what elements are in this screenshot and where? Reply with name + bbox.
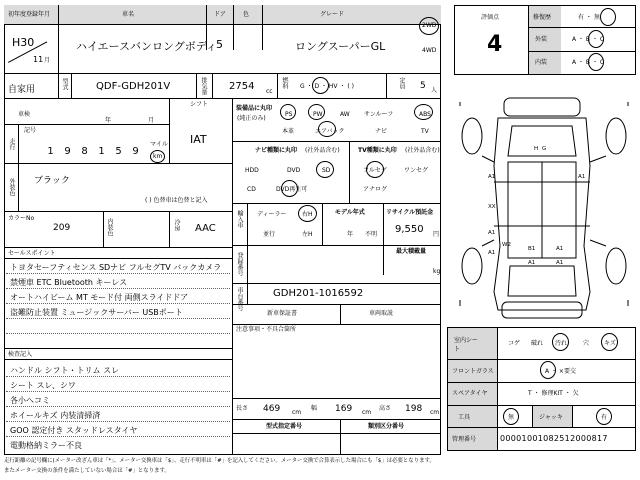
divider: [340, 419, 341, 455]
divider: [349, 141, 350, 203]
footer-line-2: またメーター交換の条件を満たしていない場合は「#」となります。: [4, 468, 170, 474]
model-label: 型式: [61, 78, 68, 90]
divider: [169, 98, 170, 163]
mileage-digits: [42, 146, 144, 157]
shift-type: IAT: [190, 133, 207, 146]
shift-label: シフト: [190, 101, 209, 108]
reg-no-label: 登録番号: [236, 252, 243, 276]
mileage-label: 走行: [8, 138, 15, 150]
chassis-label: 車台番号: [236, 287, 243, 311]
diagram-label: A1: [556, 246, 564, 252]
diagram-label: A1: [488, 250, 496, 256]
tools-none-circle: [503, 408, 519, 425]
diagram-label: A1: [488, 174, 496, 180]
navi-sd: SD: [322, 167, 331, 174]
km-label: km: [153, 153, 163, 160]
equip-pw-circle: [308, 104, 325, 120]
dotted-line: [6, 303, 230, 304]
diagram-label: XX: [488, 204, 496, 210]
equip-tv: TV: [421, 128, 429, 135]
interior-grade-options: A ・ B ・ C: [572, 59, 605, 66]
jack-yes-circle: [596, 408, 612, 425]
divider: [386, 73, 387, 98]
sales-point-line: 禁煙車 ETC Bluetooth キーレス: [10, 278, 128, 287]
dotted-line: [6, 318, 230, 319]
inspector-notes-label: 検査記入: [8, 351, 33, 358]
divider: [232, 203, 441, 204]
door-count: 5: [216, 38, 223, 51]
car-damage-diagram: [452, 96, 636, 322]
mileage-digit: 1: [47, 146, 54, 157]
dotted-line: [6, 273, 230, 274]
divider: [247, 203, 248, 245]
navi-sub: (社外品含む): [305, 147, 340, 154]
fuel-d-circle: [312, 77, 329, 94]
divider: [247, 283, 248, 304]
mile-label: マイル: [150, 141, 168, 148]
equip-ps: PS: [285, 111, 293, 118]
diagram-label: G: [542, 146, 547, 152]
height-label: 高さ: [379, 405, 392, 412]
divider: [212, 73, 213, 98]
tv-label: TV種類に丸印: [358, 147, 397, 154]
divider: [232, 283, 441, 284]
divider: [58, 73, 59, 98]
length-label: 長さ: [236, 405, 249, 412]
model-year-unknown: 不明: [365, 231, 378, 238]
divider: [4, 348, 232, 349]
exterior-label: 外装色: [8, 178, 15, 196]
mgmt-number: 00001001082512000817: [500, 434, 608, 443]
divider: [4, 124, 169, 125]
equip-abs-circle: [414, 104, 433, 120]
divider: [232, 98, 233, 455]
divider: [528, 51, 636, 52]
navi-sd-circle: [316, 161, 334, 178]
divider: [497, 327, 498, 451]
capacity: 5: [420, 81, 426, 91]
repair-options: 有 ・ 無: [578, 14, 600, 21]
mgmt-label: 管理番号: [452, 436, 477, 443]
recycle-label: リサイクル預託金: [386, 209, 434, 216]
interior-grade-label: 内装: [535, 59, 548, 66]
import-dealer: ディーラー: [257, 211, 287, 218]
score-value: 4: [487, 32, 503, 57]
defect-notes-label: 注意事項・不具合箇所: [236, 326, 297, 333]
glass-label: フロントガラス: [452, 368, 494, 375]
capacity-label: 定員: [398, 77, 405, 89]
divider: [18, 124, 19, 163]
color-no-label: カラーNo: [8, 215, 35, 222]
inspection-year-unit: 年: [105, 117, 112, 124]
dotted-line: [6, 406, 230, 407]
import-handle: 右H: [302, 211, 313, 218]
use-type: 自家用: [8, 85, 36, 95]
capacity-unit: 人: [431, 87, 438, 94]
drive-4wd: 4WD: [422, 47, 437, 54]
divider: [232, 304, 441, 305]
fuel-label: 燃料: [281, 77, 288, 89]
divider: [532, 405, 533, 427]
divider: [447, 359, 636, 360]
divider: [232, 419, 441, 420]
exterior-note: ( ) 色替車は色替と記入: [145, 197, 208, 204]
warranty-label: 新車保証書: [267, 310, 298, 317]
color-label: 色: [243, 11, 250, 18]
note-line: GOO 認定付き スタッドレスタイヤ: [10, 426, 138, 435]
manual-label: 車両取説: [369, 310, 394, 317]
length-unit: cm: [292, 409, 302, 416]
note-line: 各小ヘコミ: [10, 396, 50, 405]
dotted-line: [6, 288, 230, 289]
width-unit: cm: [362, 409, 372, 416]
dotted-line: [6, 421, 230, 422]
divider: [383, 203, 384, 275]
sales-point-line: 盗難防止装置 ミュージックサーバー USBポート: [10, 308, 183, 317]
import-parallel: 並行: [263, 231, 276, 238]
divider: [169, 211, 170, 247]
equip-airbag: エアバック: [315, 128, 345, 135]
spare-options: T ・ 修理KIT ・ 欠: [528, 390, 579, 397]
tools-value: 無: [508, 414, 515, 421]
interior-color-label: 内装色: [106, 218, 113, 236]
divider: [71, 73, 72, 98]
divider: [572, 405, 573, 427]
model-year-unit: 年: [347, 231, 354, 238]
mileage-digit: 1: [98, 146, 105, 157]
sales-point-line: オートハイビーム MT モード付 両側スライドドア: [10, 293, 189, 302]
tv-oneseg: ワンセグ: [404, 167, 429, 174]
seat-burn: コゲ: [508, 340, 521, 347]
divider: [18, 163, 19, 211]
divider: [232, 324, 441, 325]
tv-analog: アナログ: [363, 186, 388, 193]
reg-year: H30: [12, 36, 35, 49]
equip-abs: ABS: [419, 111, 431, 118]
divider: [528, 27, 636, 28]
car-name-label: 車名: [122, 11, 135, 18]
equip-pw: PW: [313, 111, 323, 118]
diagram-label: H: [534, 146, 539, 152]
divider: [103, 211, 104, 247]
spare-label: スペアタイヤ: [452, 390, 488, 397]
disp-label: 排気量: [200, 77, 207, 95]
displacement: 2754: [229, 81, 255, 92]
digit-header: 記号: [24, 127, 37, 134]
equip-aw: AW: [340, 111, 350, 118]
note-line: ハンドル シフト・トリム スレ: [10, 366, 120, 375]
seat-stain-circle: [552, 333, 569, 351]
seat-stain: 汚れ: [555, 340, 568, 347]
import-label: 輸入車: [236, 210, 243, 228]
score-label: 評価点: [481, 14, 500, 21]
divider: [232, 433, 441, 434]
note-line: シート スレ、シワ: [10, 381, 76, 390]
max-load-label: 最大積載量: [396, 248, 427, 255]
mileage-digit: 8: [81, 146, 88, 157]
divider: [232, 398, 441, 399]
car-name: ハイエースバンロングボディ: [76, 40, 217, 53]
divider: [340, 304, 341, 324]
grade: ロングスーパーGL: [295, 40, 386, 53]
kg-unit: kg: [433, 268, 441, 275]
note-line: ホイールキズ 内装清掃済: [10, 411, 101, 420]
height-value: 198: [405, 404, 423, 414]
reg-month: 11: [33, 55, 44, 64]
divider: [4, 247, 232, 248]
reg-date-label: 初年度登録年月: [8, 11, 51, 18]
height-unit: cm: [430, 409, 440, 416]
diagram-label: W2: [502, 242, 511, 248]
divider: [232, 245, 441, 246]
seat-label: 室内シート: [454, 337, 479, 353]
ac-label: 冷房: [173, 219, 180, 231]
equip-sunroof: サンルーフ: [364, 111, 394, 118]
jack-label: ジャッキ: [539, 414, 563, 421]
recycle-yen: 円: [433, 231, 440, 238]
diagram-label: A1: [488, 230, 496, 236]
divider: [4, 211, 232, 212]
divider: [447, 382, 636, 383]
dotted-line: [6, 391, 230, 392]
tools-label: 工具: [458, 414, 471, 421]
drive-2wd: 2WD: [422, 22, 437, 29]
divider: [447, 427, 636, 428]
navi-hdd: HDD: [245, 167, 259, 174]
mileage-digit: 9: [132, 146, 139, 157]
exterior-grade-options: A ・ B ・ C: [572, 36, 605, 43]
divider: [4, 163, 232, 164]
mileage-digit: 9: [64, 146, 71, 157]
sales-point-line: トヨタセーフティセンス SDナビ フルセグTV バックカメラ: [10, 263, 222, 272]
repair-none-circle: [600, 8, 616, 26]
model-year-label: モデル年式: [335, 209, 365, 216]
mileage-digit: 5: [115, 146, 122, 157]
exterior-color: ブラック: [34, 176, 70, 186]
diagram-label: A1: [528, 260, 536, 266]
month-unit: 月: [44, 57, 51, 64]
tv-sub: (社外品含む): [405, 147, 440, 154]
cc-unit: cc: [266, 88, 273, 95]
equip-navi: ナビ: [375, 128, 388, 135]
width-label: 幅: [311, 405, 318, 412]
type-number-label: 型式指定番号: [266, 423, 303, 430]
tv-fullseg-circle: [366, 161, 384, 178]
model-code: QDF-GDH201V: [96, 81, 171, 92]
dotted-line: [6, 333, 230, 334]
divider: [4, 359, 232, 360]
seat-scratch-circle: [601, 333, 618, 351]
navi-dvd: DVD: [287, 167, 301, 174]
equip-leather: 本革: [282, 128, 295, 135]
exterior-b-circle: [588, 30, 604, 48]
repair-label: 修復歴: [533, 14, 552, 21]
divider: [262, 5, 263, 50]
inspection-month-unit: 月: [148, 117, 155, 124]
equipment-label: 装備品に丸印: [236, 105, 273, 112]
divider: [247, 245, 248, 283]
equipment-sub: (純正のみ): [237, 115, 266, 122]
seat-hole: 穴: [583, 340, 590, 347]
sales-points-label: セールスポイント: [8, 250, 56, 257]
divider: [4, 73, 441, 74]
seat-tear: 破れ: [531, 340, 544, 347]
dotted-line: [6, 436, 230, 437]
navi-dvd-play: DVD再生可: [276, 186, 308, 193]
class-number-label: 類別区分番号: [368, 423, 405, 430]
divider: [232, 141, 441, 142]
recycle-fee: 9,550: [395, 224, 424, 235]
glass-options: A ・ ×要交: [545, 368, 576, 375]
tv-fullseg: フルセグ: [363, 167, 387, 174]
diagram-label: B1: [528, 246, 536, 252]
divider: [58, 5, 59, 73]
width-value: 169: [335, 404, 353, 414]
fuel-options: G ・ D ・ HV ・ ( ): [300, 83, 354, 90]
navi-dvd-play-circle: [281, 180, 298, 197]
color-no: 209: [53, 223, 71, 233]
interior-b-circle: [588, 53, 604, 71]
divider: [4, 24, 441, 25]
seat-scratch: キズ: [604, 340, 616, 347]
handle-circle: [298, 205, 317, 222]
door-label: ドア: [214, 11, 226, 18]
divider: [233, 5, 234, 50]
length-value: 469: [263, 404, 281, 414]
diagram-label: A1: [556, 260, 564, 266]
navi-label: ナビ種類に丸印: [255, 147, 298, 154]
equip-ps-circle: [280, 104, 296, 120]
diagram-label: A1: [578, 174, 586, 180]
jack-value: 有: [601, 414, 608, 421]
divider: [277, 73, 278, 98]
divider: [322, 203, 323, 245]
navi-cd: CD: [247, 186, 256, 193]
grade-label: グレード: [320, 11, 345, 18]
exterior-grade-label: 外装: [535, 36, 548, 43]
equip-airbag-circle: [318, 121, 336, 137]
ac-value: AAC: [195, 223, 216, 234]
divider: [4, 258, 232, 259]
import-left-h: 左H: [302, 231, 313, 238]
divider: [196, 73, 197, 98]
divider: [4, 98, 441, 99]
glass-a-circle: [540, 361, 556, 379]
footer-line-1: 走行距離の記号欄に(メーター改ざん車は「*」、メーター交換車は「$」、走行不明車は「#」を記入してください。メーター交換で合算表示した場合にも「$」は必要となります。: [4, 458, 435, 464]
dotted-line: [6, 376, 230, 377]
inspection-label: 車検: [18, 111, 31, 118]
chassis-number: GDH201-1016592: [273, 288, 364, 299]
note-line: 電動格納ミラー不良: [10, 441, 82, 450]
